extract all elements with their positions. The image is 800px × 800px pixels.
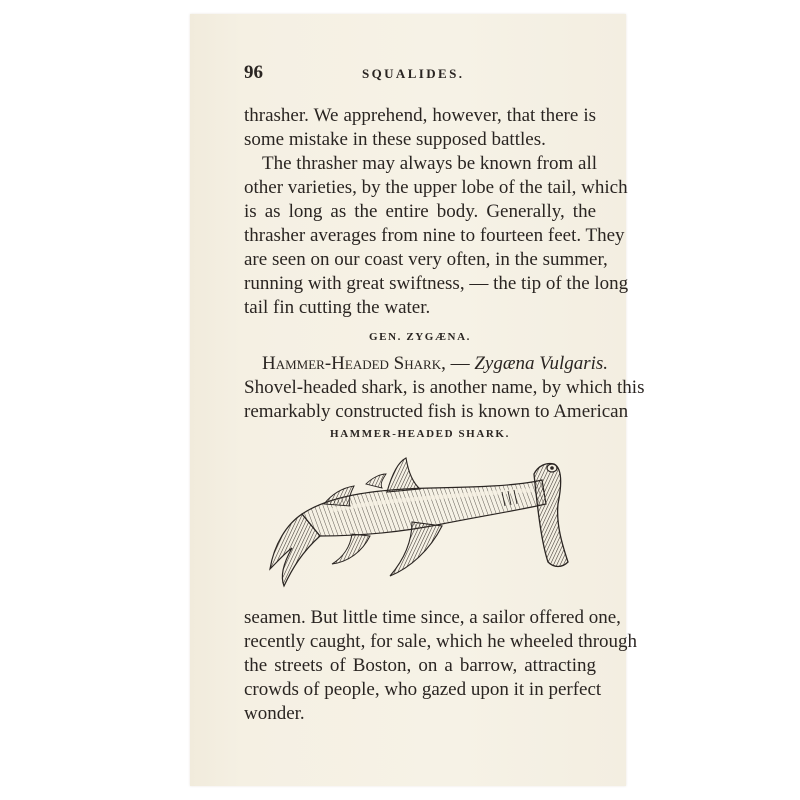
species-common-name: Hammer-Headed Shark, [262, 353, 446, 374]
text-line: wonder. [244, 703, 305, 724]
text-line: is as long as the entire body. Generally, the [244, 201, 596, 222]
text-line: some mistake in these supposed battles. [244, 129, 546, 150]
text-line: other varieties, by the upper lobe of the tail, which [244, 177, 628, 198]
text-line: running with great swiftness, — the tip of the long [244, 273, 629, 294]
text-line: are seen on our coast very often, in the summer, [244, 249, 608, 270]
text-line: seamen. But little time since, a sailor offered one, [244, 607, 621, 628]
figure-caption: HAMMER-HEADED SHARK. [330, 428, 510, 440]
species-heading [262, 352, 609, 376]
genus-heading: GEN. ZYGÆNA. [368, 331, 471, 343]
hammerhead-shark-icon [262, 444, 582, 594]
text-line: the streets of Boston, on a barrow, attracting [244, 655, 596, 676]
text-line: Shovel-headed shark, is another name, by which this [244, 377, 645, 398]
species-dash: — [445, 353, 475, 374]
page-number: 96 [244, 62, 263, 83]
text-line: The thrasher may always be known from all [262, 153, 598, 174]
text-line: thrasher. We apprehend, however, that there is [244, 105, 596, 126]
text-line: tail fin cutting the water. [244, 297, 431, 318]
text-line: crowds of people, who gazed upon it in perfect [244, 679, 602, 700]
running-title: SQUALIDES. [362, 66, 465, 81]
text-line: recently caught, for sale, which he wheeled through [244, 631, 638, 652]
text-line: thrasher averages from nine to fourteen feet. They [244, 225, 625, 246]
text-line: remarkably constructed fish is known to American [244, 401, 629, 422]
species-latin-name: Zygæna Vulgaris. [474, 353, 609, 374]
